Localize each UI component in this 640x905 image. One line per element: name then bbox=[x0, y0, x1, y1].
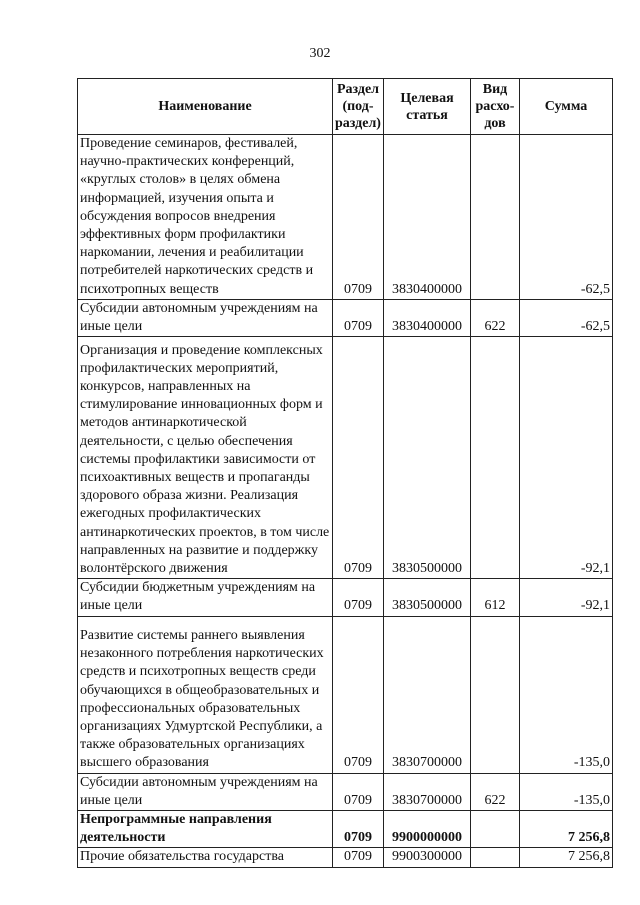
row-name: Проведение семинаров, фестивалей, научно-практических конференций, «круглых столов» в целях обмена информацией, изучения опыта и обсуждения вопросов внедрения эффективных форм профилактики наркомании, лечения и реабилитации потребителей наркотических средств и психотропных веществ bbox=[78, 135, 333, 300]
row-kind: 622 bbox=[471, 773, 520, 810]
row-amount: -62,5 bbox=[520, 299, 613, 336]
row-section: 0709 bbox=[333, 848, 384, 867]
row-kind bbox=[471, 616, 520, 773]
table-row bbox=[78, 337, 613, 579]
row-target: 3830400000 bbox=[384, 299, 471, 336]
table-header-row bbox=[78, 79, 613, 135]
row-amount: 7 256,8 bbox=[520, 848, 613, 867]
row-section: 0709 bbox=[333, 773, 384, 810]
row-section: 0709 bbox=[333, 616, 384, 773]
row-name: Непрограммные направления деятельности bbox=[78, 811, 333, 848]
column-header-target: Целевая статья bbox=[384, 79, 471, 135]
row-kind: 612 bbox=[471, 579, 520, 616]
row-target: 3830700000 bbox=[384, 773, 471, 810]
table-row bbox=[78, 135, 613, 300]
row-kind bbox=[471, 337, 520, 579]
column-header-kind: Вид расхо- дов bbox=[471, 79, 520, 135]
column-header-name: Наименование bbox=[78, 79, 333, 135]
row-target: 3830400000 bbox=[384, 135, 471, 300]
row-section: 0709 bbox=[333, 811, 384, 848]
row-kind: 622 bbox=[471, 299, 520, 336]
row-amount: -62,5 bbox=[520, 135, 613, 300]
budget-table bbox=[77, 78, 613, 868]
row-section: 0709 bbox=[333, 337, 384, 579]
row-name: Организация и проведение комплексных профилактических мероприятий, конкурсов, направленных на стимулирование инновационных форм и методов антинаркотической деятельности, с целью обеспечения системы профилактики зависимости от психоактивных веществ и пропаганды здорового образа жизни. Реализация ежегодных профилактических антинаркотических проектов, в том числе направленных на развитие и поддержку волонтёрского движения bbox=[78, 337, 333, 579]
row-name: Субсидии автономным учреждениям на иные цели bbox=[78, 299, 333, 336]
row-kind bbox=[471, 135, 520, 300]
page-number: 302 bbox=[309, 46, 331, 61]
row-section: 0709 bbox=[333, 299, 384, 336]
row-amount: -135,0 bbox=[520, 773, 613, 810]
table-row bbox=[78, 579, 613, 616]
table-row bbox=[78, 848, 613, 867]
table-row bbox=[78, 811, 613, 848]
row-name: Прочие обязательства государства bbox=[78, 848, 333, 867]
table-row bbox=[78, 616, 613, 773]
row-name: Субсидии бюджетным учреждениям на иные цели bbox=[78, 579, 333, 616]
table-row bbox=[78, 773, 613, 810]
row-target: 3830500000 bbox=[384, 579, 471, 616]
row-amount: 7 256,8 bbox=[520, 811, 613, 848]
row-section: 0709 bbox=[333, 135, 384, 300]
row-target: 9900300000 bbox=[384, 848, 471, 867]
row-target: 3830700000 bbox=[384, 616, 471, 773]
table-row bbox=[78, 299, 613, 336]
row-amount: -135,0 bbox=[520, 616, 613, 773]
row-target: 9900000000 bbox=[384, 811, 471, 848]
row-target: 3830500000 bbox=[384, 337, 471, 579]
column-header-amount: Сумма bbox=[520, 79, 613, 135]
row-kind bbox=[471, 848, 520, 867]
row-amount: -92,1 bbox=[520, 337, 613, 579]
column-header-section: Раздел (под- раздел) bbox=[333, 79, 384, 135]
row-name: Развитие системы раннего выявления незаконного потребления наркотических средств и психотропных веществ среди обучающихся в общеобразовательных и профессиональных образовательных организациях Удмуртской Республики, а также образовательных организациях высшего образования bbox=[78, 616, 333, 773]
row-amount: -92,1 bbox=[520, 579, 613, 616]
row-kind bbox=[471, 811, 520, 848]
row-name: Субсидии автономным учреждениям на иные цели bbox=[78, 773, 333, 810]
row-section: 0709 bbox=[333, 579, 384, 616]
